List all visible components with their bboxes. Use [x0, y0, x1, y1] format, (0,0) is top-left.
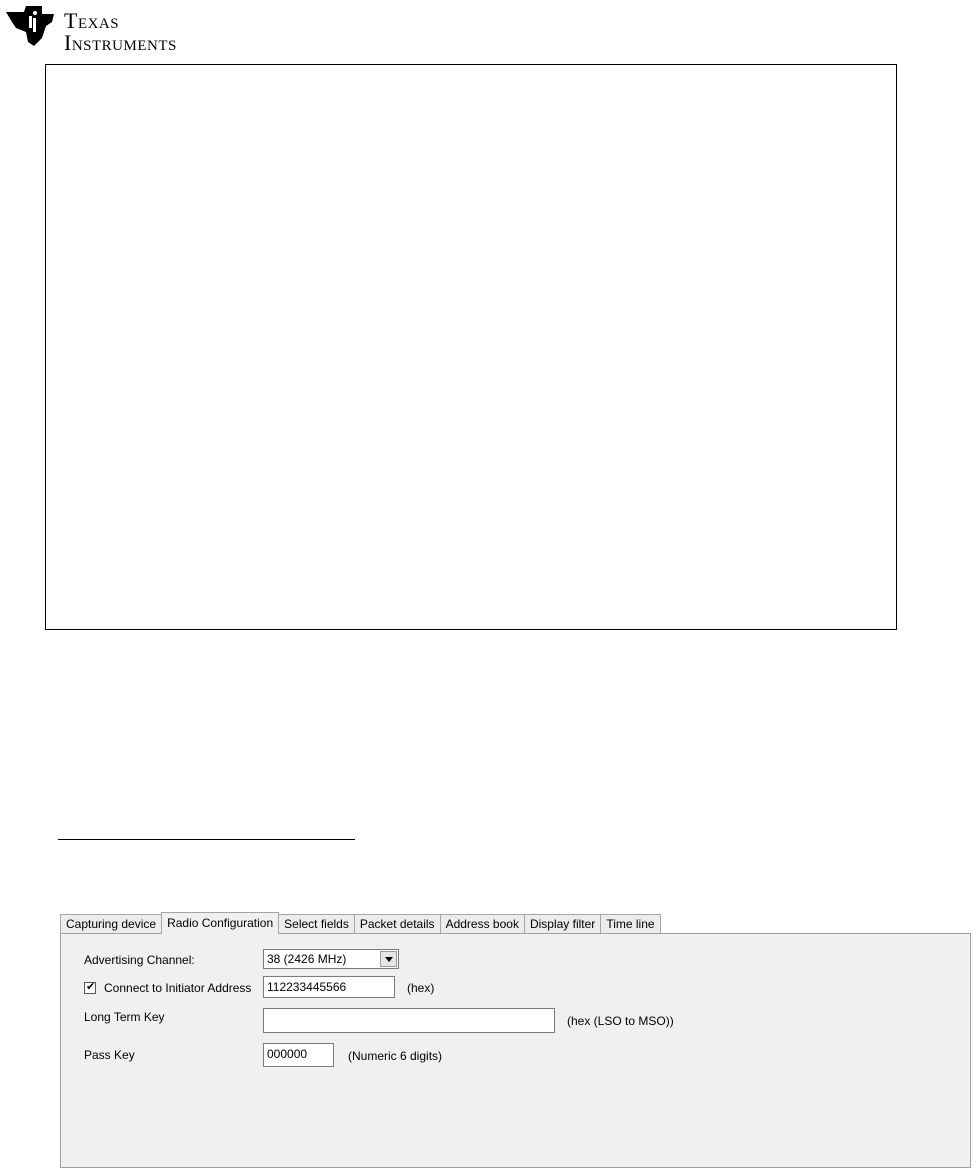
- tab-radio-configuration[interactable]: Radio Configuration: [161, 912, 279, 934]
- long-term-key-input[interactable]: [263, 1008, 555, 1033]
- logo-text-line1: Texas: [64, 8, 120, 33]
- long-term-key-label: Long Term Key: [84, 1010, 165, 1024]
- pass-key-input[interactable]: 000000: [263, 1043, 334, 1067]
- tab-display-filter[interactable]: Display filter: [524, 914, 601, 934]
- tab-address-book[interactable]: Address book: [440, 914, 525, 934]
- heading-underline: [58, 839, 355, 840]
- initiator-address-unit: (hex): [407, 981, 435, 995]
- tab-time-line[interactable]: Time line: [600, 914, 660, 934]
- connect-initiator-label: Connect to Initiator Address: [104, 981, 252, 995]
- tab-bar: [60, 912, 660, 934]
- connect-initiator-checkbox[interactable]: [84, 982, 96, 994]
- advertising-channel-select[interactable]: [263, 949, 399, 969]
- pass-key-label: Pass Key: [84, 1048, 135, 1062]
- tab-select-fields[interactable]: Select fields: [278, 914, 355, 934]
- check-icon: ✔: [86, 981, 96, 993]
- advertising-channel-label: Advertising Channel:: [84, 953, 195, 967]
- radio-configuration-panel: [60, 933, 971, 1168]
- logo-text-line2: Instruments: [64, 30, 177, 55]
- tab-packet-details[interactable]: Packet details: [354, 914, 441, 934]
- ti-logo-icon: [2, 4, 60, 48]
- figure-frame: [45, 64, 897, 630]
- texas-instruments-logo: [2, 4, 232, 54]
- initiator-address-input[interactable]: 112233445566: [263, 976, 395, 998]
- advertising-channel-value: 38 (2426 MHz): [267, 952, 347, 966]
- tab-capturing-device[interactable]: Capturing device: [60, 914, 162, 934]
- chevron-down-icon[interactable]: [380, 951, 397, 967]
- settings-dialog: [60, 912, 974, 1168]
- pass-key-unit: (Numeric 6 digits): [348, 1049, 443, 1063]
- long-term-key-unit: (hex (LSO to MSO)): [567, 1014, 674, 1028]
